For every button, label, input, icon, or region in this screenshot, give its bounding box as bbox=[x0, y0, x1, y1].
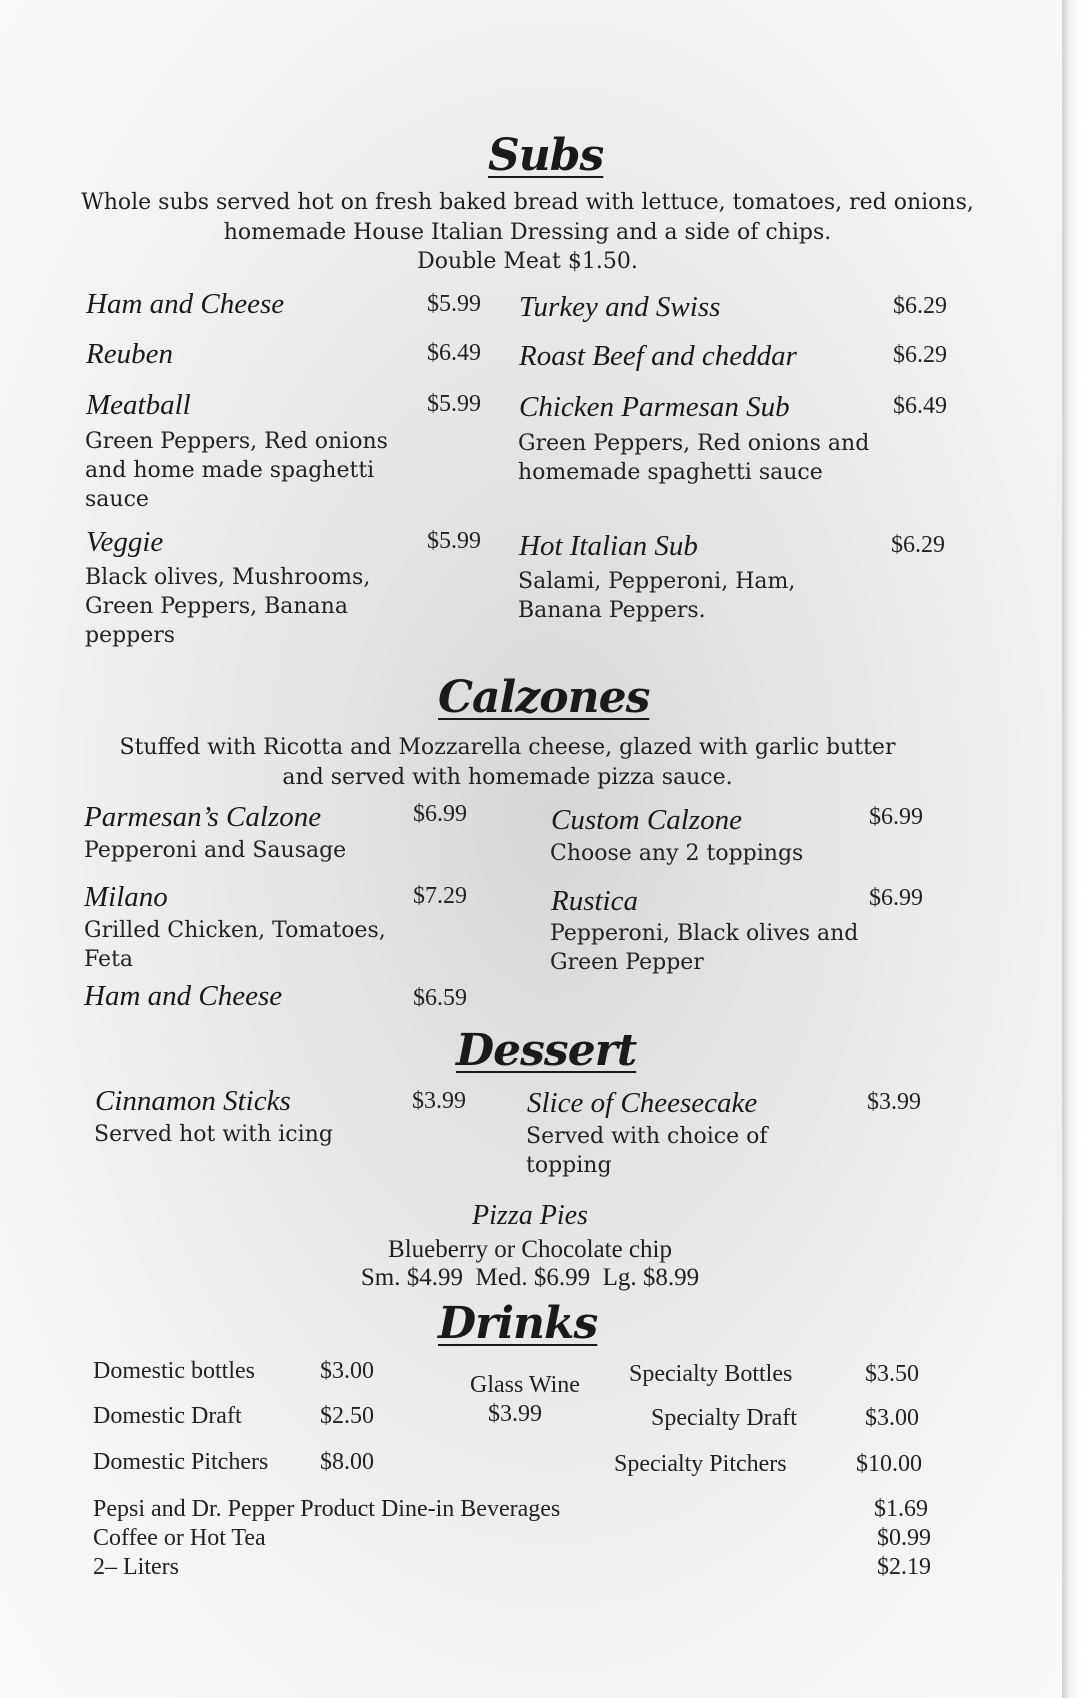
drink-price: $3.00 bbox=[320, 1358, 374, 1384]
drink-name: Specialty Pitchers bbox=[614, 1451, 787, 1477]
drink-price: $3.50 bbox=[865, 1361, 919, 1387]
menu-item-price: $3.99 bbox=[867, 1089, 921, 1115]
menu-item-description: Green Peppers, Red onions and home made spaghetti sauce bbox=[85, 429, 388, 512]
drink-price: $3.99 bbox=[488, 1401, 542, 1427]
menu-item-price: $5.99 bbox=[427, 291, 481, 317]
menu-item-price: $6.49 bbox=[893, 393, 947, 419]
pizza-pies-flavors: Blueberry or Chocolate chip bbox=[388, 1236, 672, 1263]
menu-item-description: Green Peppers, Red onions and homemade spaghetti sauce bbox=[518, 431, 870, 485]
subs-intro: Whole subs served hot on fresh baked bread with lettuce, tomatoes, red onions, homemade House Italian Dressing and a side of chips. bbox=[81, 190, 974, 245]
menu-item-name: Veggie bbox=[86, 526, 164, 558]
calzones-heading: Calzones bbox=[438, 672, 650, 723]
menu-item-description: Served hot with icing bbox=[94, 1122, 333, 1147]
menu-item-price: $6.29 bbox=[893, 293, 947, 319]
calzones-intro: Stuffed with Ricotta and Mozzarella cheese, glazed with garlic butter and served with homemade pizza sauce. bbox=[119, 735, 896, 790]
menu-item-name: Milano bbox=[84, 881, 168, 913]
drink-price: $1.69 bbox=[874, 1496, 928, 1522]
menu-item-name: Parmesan’s Calzone bbox=[84, 801, 322, 833]
menu-item-name: Turkey and Swiss bbox=[519, 291, 721, 323]
drink-price: $0.99 bbox=[877, 1525, 931, 1551]
menu-item-price: $6.99 bbox=[869, 885, 923, 911]
drink-name: Specialty Draft bbox=[651, 1405, 797, 1431]
subs-double-meat: Double Meat $1.50. bbox=[417, 249, 638, 274]
menu-item-price: $7.29 bbox=[413, 883, 467, 909]
menu-item-description: Grilled Chicken, Tomatoes, Feta bbox=[84, 918, 386, 972]
menu-item-description: Choose any 2 toppings bbox=[550, 841, 804, 866]
drink-name: Domestic Draft bbox=[93, 1403, 242, 1429]
menu-item-name: Rustica bbox=[551, 885, 638, 917]
menu-item-price: $6.59 bbox=[413, 985, 467, 1011]
dessert-heading: Dessert bbox=[456, 1025, 637, 1076]
menu-item-price: $6.29 bbox=[891, 532, 945, 558]
menu-item-name: Meatball bbox=[86, 389, 191, 421]
pizza-pies-sizes: Sm. $4.99 Med. $6.99 Lg. $8.99 bbox=[360, 1264, 700, 1291]
menu-item-price: $6.49 bbox=[427, 340, 481, 366]
drink-name: Coffee or Hot Tea bbox=[93, 1525, 266, 1551]
drink-name: Domestic Pitchers bbox=[93, 1449, 269, 1475]
drinks-heading: Drinks bbox=[438, 1298, 598, 1349]
menu-item-name: Chicken Parmesan Sub bbox=[519, 391, 790, 423]
pizza-pies-title: Pizza Pies bbox=[472, 1200, 588, 1231]
menu-item-description: Served with choice of topping bbox=[526, 1124, 768, 1178]
menu-item-description: Pepperoni, Black olives and Green Pepper bbox=[550, 921, 859, 975]
menu-item-name: Cinnamon Sticks bbox=[95, 1085, 291, 1117]
menu-item-name: Ham and Cheese bbox=[84, 980, 283, 1012]
menu-item-price: $6.29 bbox=[893, 342, 947, 368]
drink-price: $8.00 bbox=[320, 1449, 374, 1475]
drink-name: Domestic bottles bbox=[93, 1358, 255, 1384]
page-edge bbox=[1062, 0, 1082, 1698]
menu-item-price: $6.99 bbox=[869, 804, 923, 830]
drink-price: $2.19 bbox=[877, 1554, 931, 1580]
menu-item-name: Ham and Cheese bbox=[86, 288, 285, 320]
menu-item-name: Slice of Cheesecake bbox=[527, 1087, 758, 1119]
drink-price: $10.00 bbox=[856, 1451, 922, 1477]
menu-item-price: $5.99 bbox=[427, 391, 481, 417]
menu-item-description: Salami, Pepperoni, Ham, Banana Peppers. bbox=[518, 569, 796, 623]
drink-name: Glass Wine bbox=[470, 1372, 580, 1398]
drink-name: Pepsi and Dr. Pepper Product Dine-in Beverages bbox=[93, 1496, 561, 1522]
subs-heading: Subs bbox=[488, 130, 604, 181]
menu-item-name: Hot Italian Sub bbox=[519, 530, 698, 562]
menu-item-name: Roast Beef and cheddar bbox=[519, 340, 797, 372]
menu-item-name: Custom Calzone bbox=[551, 804, 742, 836]
menu-item-name: Reuben bbox=[86, 338, 173, 370]
menu-item-description: Pepperoni and Sausage bbox=[84, 838, 347, 863]
menu-item-description: Black olives, Mushrooms, Green Peppers, Banana peppers bbox=[85, 565, 371, 648]
drink-price: $2.50 bbox=[320, 1403, 374, 1429]
drink-name: 2– Liters bbox=[93, 1554, 179, 1580]
menu-item-price: $6.99 bbox=[413, 801, 467, 827]
menu-item-price: $5.99 bbox=[427, 528, 481, 554]
menu-item-price: $3.99 bbox=[412, 1088, 466, 1114]
drink-name: Specialty Bottles bbox=[629, 1361, 793, 1387]
drink-price: $3.00 bbox=[865, 1405, 919, 1431]
